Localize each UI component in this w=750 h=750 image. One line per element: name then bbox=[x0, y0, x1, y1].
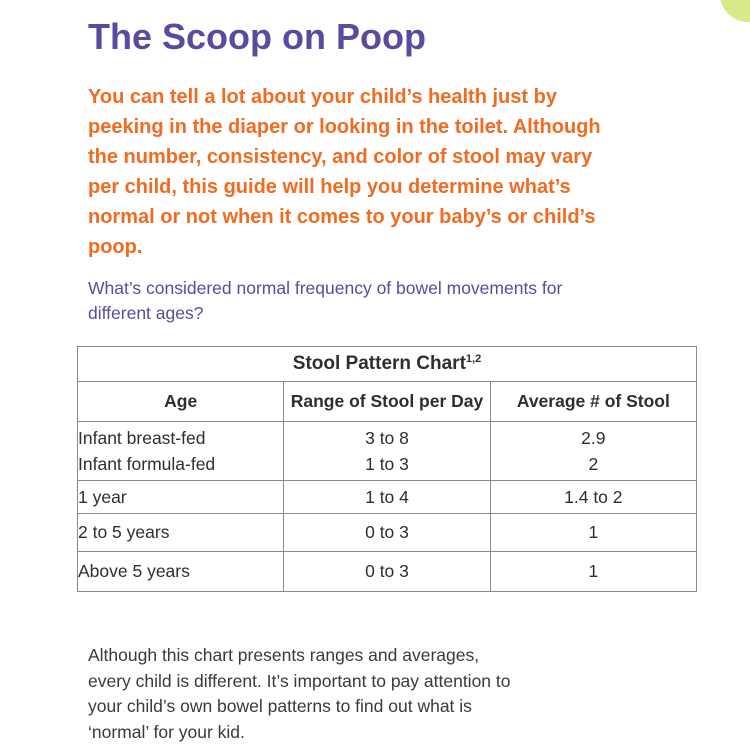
cell-average: 1 bbox=[490, 514, 696, 552]
header-age: Age bbox=[78, 382, 284, 422]
table-caption bbox=[78, 347, 697, 382]
cell-range-line: 3 to 8 bbox=[365, 428, 409, 448]
intro-paragraph bbox=[88, 82, 688, 262]
closing-line: Although this chart presents ranges and averages, bbox=[88, 645, 480, 665]
stool-pattern-table bbox=[77, 346, 697, 592]
table-header-row bbox=[78, 382, 697, 422]
table-row bbox=[78, 514, 697, 552]
page-title: The Scoop on Poop bbox=[88, 16, 426, 57]
cell-average-line: 2 bbox=[588, 454, 599, 474]
cell-age: 2 to 5 years bbox=[78, 514, 284, 552]
closing-paragraph bbox=[88, 643, 688, 745]
cell-age bbox=[78, 422, 284, 481]
table-row bbox=[78, 422, 697, 481]
intro-line: peeking in the diaper or looking in the toilet. Although bbox=[88, 116, 601, 138]
cell-average: 1 bbox=[490, 552, 696, 592]
table-caption-text: Stool Pattern Chart bbox=[292, 353, 466, 374]
intro-line: per child, this guide will help you determine what’s bbox=[88, 176, 571, 198]
cell-range: 0 to 3 bbox=[284, 514, 490, 552]
cell-age: 1 year bbox=[78, 481, 284, 514]
cell-average-line: 2.9 bbox=[581, 428, 606, 448]
cell-range-line: 1 to 3 bbox=[365, 454, 409, 474]
cell-range: 1 to 4 bbox=[284, 481, 490, 514]
intro-line: the number, consistency, and color of stool may vary bbox=[88, 146, 593, 168]
cell-age-line: Infant breast-fed bbox=[78, 428, 206, 448]
intro-line: normal or not when it comes to your baby’s or child’s bbox=[88, 206, 596, 228]
cell-range: 0 to 3 bbox=[284, 552, 490, 592]
intro-line: poop. bbox=[88, 236, 143, 258]
table-caption-row bbox=[78, 347, 697, 382]
cell-age: Above 5 years bbox=[78, 552, 284, 592]
cell-average bbox=[490, 422, 696, 481]
table-caption-footnote: 1,2 bbox=[465, 353, 482, 365]
corner-decoration bbox=[720, 0, 750, 22]
cell-range bbox=[284, 422, 490, 481]
closing-line: ‘normal’ for your kid. bbox=[88, 721, 245, 742]
header-average: Average # of Stool bbox=[490, 382, 696, 422]
closing-line: your child’s own bowel patterns to find out what is bbox=[88, 696, 472, 716]
cell-average: 1.4 to 2 bbox=[490, 481, 696, 514]
table-row bbox=[78, 552, 697, 592]
closing-line: every child is different. It’s important to pay attention to bbox=[88, 670, 511, 691]
table-row bbox=[78, 481, 697, 514]
question-line: What’s considered normal frequency of bowel movements for bbox=[88, 278, 563, 298]
question-text bbox=[88, 276, 688, 326]
header-range: Range of Stool per Day bbox=[284, 382, 490, 422]
intro-line: You can tell a lot about your child’s health just by bbox=[88, 86, 557, 108]
cell-age-line: Infant formula-fed bbox=[78, 454, 216, 474]
question-line: different ages? bbox=[88, 303, 204, 323]
